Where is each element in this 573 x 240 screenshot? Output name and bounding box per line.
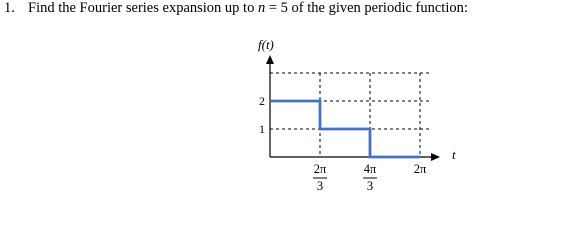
y-axis-arrow-icon [266, 55, 274, 64]
problem-text-end: = 5 of the given periodic function: [265, 0, 468, 16]
x-tick-2pi-3-denominator: 3 [316, 179, 324, 193]
x-tick-4pi-3-numerator: 4π [363, 162, 377, 176]
x-axis-label: t [452, 147, 456, 162]
x-tick-2pi-3-numerator: 2π [313, 162, 327, 176]
y-tick-2: 2 [259, 94, 265, 108]
y-tick-1: 1 [259, 122, 265, 136]
x-tick-2pi: 2π [413, 162, 427, 176]
problem-text: Find the Fourier series expansion up to [28, 0, 258, 16]
y-axis-label: f(t) [258, 37, 274, 52]
problem-number: 1. [4, 0, 15, 16]
x-tick-4pi-3-denominator: 3 [366, 179, 374, 193]
problem-variable: n [257, 0, 266, 16]
grid-lines [270, 73, 432, 157]
x-axis-arrow-icon [431, 153, 440, 161]
